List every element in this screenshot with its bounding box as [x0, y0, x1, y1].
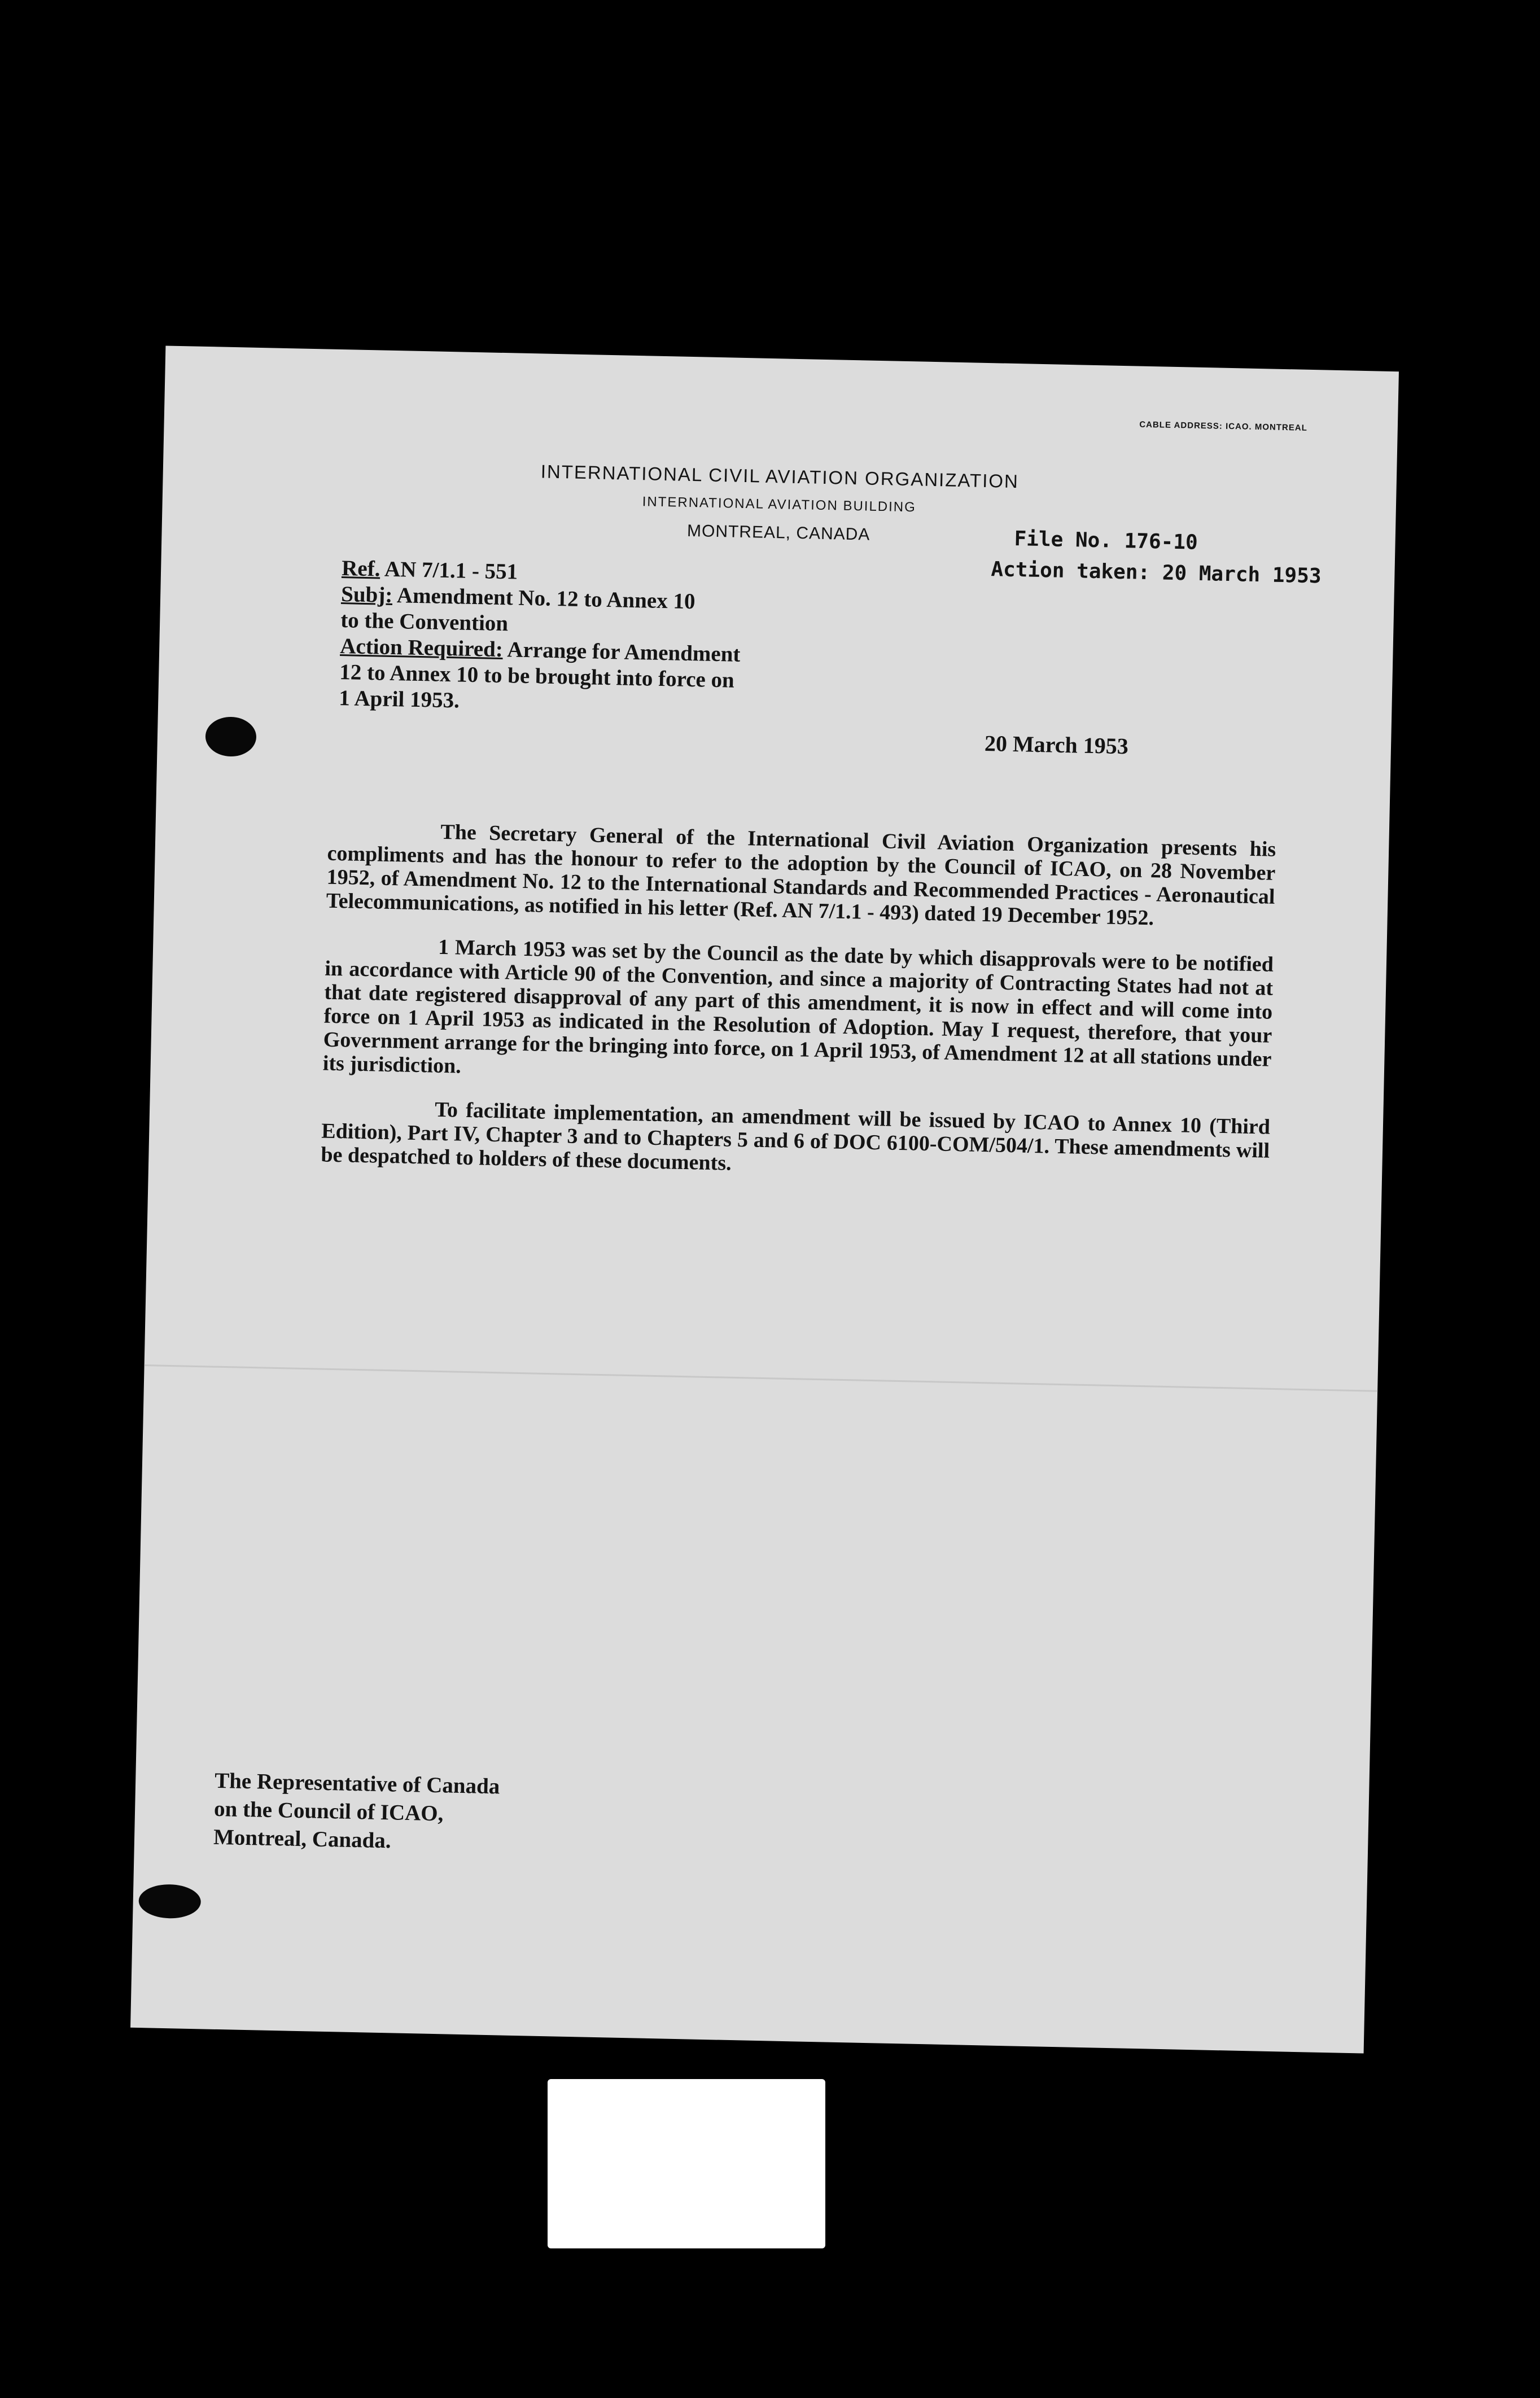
punch-hole-top: [205, 716, 256, 757]
addressee-line-2: on the Council of ICAO,: [213, 1796, 444, 1826]
building-name: INTERNATIONAL AVIATION BUILDING: [642, 494, 917, 515]
addressee-block: [213, 1767, 500, 1858]
action-line-3: 1 April 1953.: [338, 686, 460, 713]
action-label: Action Required:: [339, 634, 504, 662]
subj-line-1: Amendment No. 12 to Annex 10: [396, 583, 695, 614]
paragraph-1: The Secretary General of the International Civil Aviation Organization presents his compliments and has the honour to refer to the adoption by the Council of ICAO, on 28 November 1952, of Amendment No. 12 to the International Standards and Recommended Practices - Aeronautical Telecommunications, as notified in his letter (Ref. AN 7/1.1 - 493) dated 19 December 1952.: [326, 820, 1276, 930]
action-line-2: 12 to Annex 10 to be brought into force on: [339, 660, 735, 693]
action-taken-stamp: Action taken: 20 March 1953: [991, 558, 1322, 588]
ref-value: AN 7/1.1 - 551: [384, 557, 518, 584]
cable-address: CABLE ADDRESS: ICAO. MONTREAL: [1139, 419, 1308, 433]
fold-line: [145, 1364, 1378, 1392]
document-page: [130, 345, 1399, 2053]
action-line-1: Arrange for Amendment: [506, 637, 741, 667]
ref-label: Ref.: [341, 556, 380, 581]
subj-line-2: to the Convention: [340, 608, 509, 636]
file-number-stamp: File No. 176-10: [1014, 527, 1198, 554]
punch-hole-bottom: [138, 1884, 201, 1919]
paragraph-3: To facilitate implementation, an amendment will be issued by ICAO to Annex 10 (Third Edition), Part IV, Chapter 3 and to Chapters 5 and 6 of DOC 6100-COM/504/1. These amendments will be despatched to holders of these documents.: [321, 1097, 1271, 1175]
blank-label: [548, 2079, 825, 2248]
addressee-line-3: Montreal, Canada.: [213, 1824, 392, 1853]
organization-name: INTERNATIONAL CIVIL AVIATION ORGANIZATION: [540, 461, 1020, 492]
subj-label: Subj:: [340, 582, 393, 607]
letter-date: 20 March 1953: [984, 730, 1129, 759]
reference-block: [339, 555, 742, 720]
addressee-line-1: The Representative of Canada: [214, 1768, 500, 1799]
letter-body: [320, 818, 1276, 1207]
paragraph-2: 1 March 1953 was set by the Council as the date by which disapprovals were to be notified in accordance with Article 90 of the Convention, and since a majority of Contracting States had not at that date registered disapproval of any part of this amendment, it is now in effect and will come into force on 1 April 1953 as indicated in the Resolution of Adoption. May I request, therefore, that your Government arrange for the bringing into force, on 1 April 1953, of Amendment 12 at all stations under its jurisdiction.: [322, 935, 1274, 1078]
city-name: MONTREAL, CANADA: [686, 521, 870, 544]
